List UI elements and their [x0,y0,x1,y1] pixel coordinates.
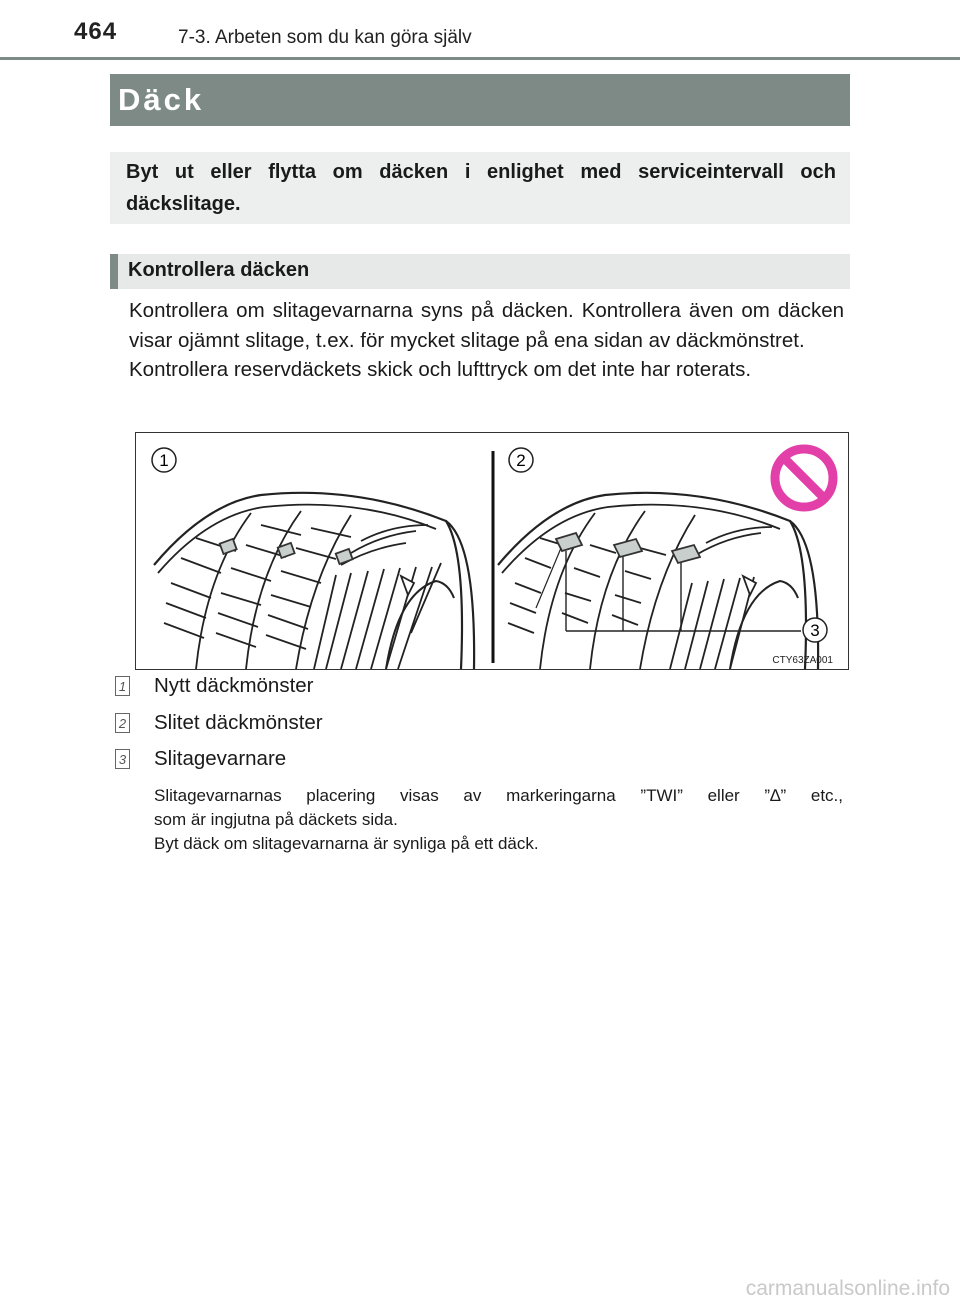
header-divider [0,57,960,60]
wear-indicator-note [154,784,843,856]
page-title: Däck [118,82,205,117]
legend-label-3: Slitagevarnare [154,747,287,770]
note-line-3: Byt däck om slitagevarnarna är synliga på ett däck. [154,834,539,853]
prohibition-icon [775,449,833,507]
callout-1-label: 1 [159,451,169,470]
legend-badge-1: 1 [115,676,130,696]
watermark: carmanualsonline.info [745,1277,950,1300]
title-bar [110,74,850,126]
note-line-2: som är ingjutna på däckets sida. [154,810,398,829]
note-line-1: Slitagevarnarnas placering visas av markeringarna ”TWI” eller ”∆” etc., [154,786,843,805]
subheading-accent [110,254,118,289]
callout-3-marker [803,618,827,642]
callout-2-label: 2 [516,451,526,470]
subheading-bar [110,254,850,289]
page-number: 464 [74,18,118,45]
intro-box [110,152,850,224]
body-text [129,296,844,385]
legend-badge-3: 3 [115,749,130,769]
legend-badge-2: 2 [115,713,130,733]
new-tire-drawing [154,493,474,669]
callout-3-label: 3 [810,621,820,640]
worn-tire-drawing [498,493,818,669]
body-paragraph-2: Kontrollera reservdäckets skick och lufttryck om det inte har roterats. [129,358,752,381]
callout-2-marker [509,448,533,472]
figure-code: CTY63ZA001 [772,655,833,666]
tire-figure [135,432,849,670]
legend-label-2: Slitet däckmönster [154,711,323,734]
legend-label-1: Nytt däckmönster [154,674,314,697]
body-paragraph-1: Kontrollera om slitagevarnarna syns på däcken. Kontrollera även om däcken visar ojämnt slitage, t.ex. för mycket slitage på ena sidan av däckmönstret. [129,299,844,352]
intro-text: Byt ut eller flytta om däcken i enlighet med serviceintervall och däckslitage. [126,161,836,215]
tire-illustration [136,433,848,669]
section-title: 7-3. Arbeten som du kan göra själv [178,27,472,48]
subheading: Kontrollera däcken [128,259,310,281]
callout-1-marker [152,448,176,472]
